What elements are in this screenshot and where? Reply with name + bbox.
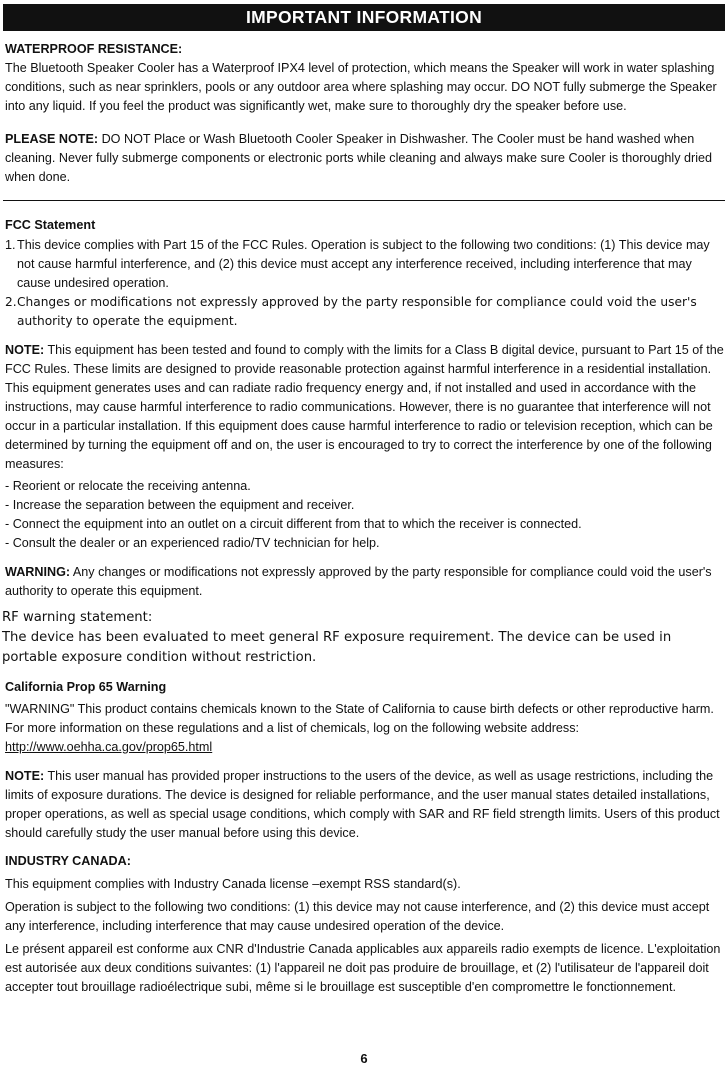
measure-item: - Consult the dealer or an experienced radio/TV technician for help. <box>5 536 380 550</box>
prop65-heading: California Prop 65 Warning <box>5 680 167 694</box>
measure-item: - Increase the separation between the equipment and receiver. <box>5 498 355 512</box>
measure-item: - Connect the equipment into an outlet on a circuit different from that to which the receiver is connected. <box>5 517 582 531</box>
please-note-label: PLEASE NOTE: <box>5 132 99 146</box>
fcc-condition-text: This device complies with Part 15 of the FCC Rules. Operation is subject to the following two conditions: (1) This device may not cause harmful interference, and (2) this device must accept any interference received, including interference that may cause undesired operation. <box>17 238 710 290</box>
waterproof-paragraph <box>5 40 724 116</box>
please-note-paragraph <box>5 130 724 187</box>
fcc-condition-item <box>5 236 724 293</box>
rf-warning-heading: RF warning statement: <box>2 610 153 625</box>
waterproof-heading: WATERPROOF RESISTANCE: <box>5 42 183 56</box>
fcc-warning-label: WARNING: <box>5 565 71 579</box>
fcc-warning-text: Any changes or modifications not expressly approved by the party responsible for compliance could void the user's authority to operate this equipment. <box>5 565 712 598</box>
fcc-heading: FCC Statement <box>5 218 96 232</box>
fcc-condition-number: 1. <box>5 238 16 252</box>
prop65-website-link[interactable]: http://www.oehha.ca.gov/prop65.html <box>5 740 213 754</box>
interference-measures-list <box>5 477 724 553</box>
waterproof-text: The Bluetooth Speaker Cooler has a Waterproof IPX4 level of protection, which means the Speaker will work in water splashing conditions, such as near sprinklers, pools or any outdoor area where splashing may occur. DO NOT fully submerge the Speaker into any liquid. If you feel the product was significantly wet, make sure to thoroughly dry the speaker before use. <box>5 61 717 113</box>
rf-warning-section <box>2 608 724 668</box>
page-number: 6 <box>360 1051 368 1066</box>
prop65-section <box>5 678 724 757</box>
industry-canada-section <box>5 852 724 997</box>
prop65-text: "WARNING" This product contains chemicals known to the State of California to cause birth defects or other reproductive harm. For more information on these regulations and a list of chemicals, log on the following website address: <box>5 702 714 735</box>
waterproof-section <box>5 40 724 116</box>
page-title-bar <box>3 4 725 31</box>
manual-note-text: This user manual has provided proper instructions to the users of the device, as well as usage restrictions, including the limits of exposure durations. The device is designed for reliable performance, and the user manual states detailed installations, proper operations, as well as special usage conditions, which comply with SAR and RF field strength limits. Users of this product should carefully study the user manual before using this device. <box>5 769 720 840</box>
manual-note-paragraph <box>5 767 724 843</box>
fcc-note-paragraph <box>5 341 724 474</box>
fcc-note-label: NOTE: <box>5 343 45 357</box>
industry-canada-heading: INDUSTRY CANADA: <box>5 854 131 868</box>
industry-canada-compliance: This equipment complies with Industry Canada license –exempt RSS standard(s). <box>5 877 461 891</box>
fcc-condition-item <box>5 293 724 331</box>
fcc-warning-paragraph <box>5 563 724 601</box>
please-note-text: DO NOT Place or Wash Bluetooth Cooler Speaker in Dishwasher. The Cooler must be hand washed when cleaning. Never fully submerge components or electronic ports while cleaning and always make sure Cooler is thoroughly dried when done. <box>5 132 713 184</box>
fcc-condition-number: 2. <box>5 295 17 309</box>
please-note-section <box>5 130 724 187</box>
measure-item: - Reorient or relocate the receiving antenna. <box>5 479 251 493</box>
fcc-condition-text: Changes or modifications not expressly approved by the party responsible for compliance could void the user's authority to operate the equipment. <box>17 295 697 328</box>
page-title: IMPORTANT INFORMATION <box>245 7 483 27</box>
industry-canada-french-text: Le présent appareil est conforme aux CNR d'Industrie Canada applicables aux appareils radio exempts de licence. L'exploitation est autorisée aux deux conditions suivantes: (1) l'appareil ne doit pas produire de brouillage, et (2) l'utilisateur de l'appareil doit accepter tout brouillage radioélectrique subi, même si le brouillage est susceptible d'en compromettre le fonctionnement. <box>5 942 721 994</box>
section-divider <box>3 200 725 201</box>
fcc-note-text: This equipment has been tested and found to comply with the limits for a Class B digital device, pursuant to Part 15 of the FCC Rules. These limits are designed to provide reasonable protection against harmful interference in a residential installation. This equipment generates uses and can radiate radio frequency energy and, if not installed and used in accordance with the instructions, may cause harmful interference to radio communications. However, there is no guarantee that interference will not occur in a particular installation. If this equipment does cause harmful interference to radio or television reception, which can be determined by turning the equipment off and on, the user is encouraged to try to correct the interference by one of the following measures: <box>5 343 724 471</box>
manual-note-label: NOTE: <box>5 769 45 783</box>
manual-note-section <box>5 767 724 843</box>
rf-warning-text: The device has been evaluated to meet general RF exposure requirement. The device can be used in portable exposure condition without restriction. <box>2 630 672 665</box>
fcc-section <box>5 216 724 601</box>
fcc-conditions-list <box>5 236 724 331</box>
prop65-paragraph <box>5 700 724 757</box>
industry-canada-conditions: Operation is subject to the following two conditions: (1) this device may not cause interference, and (2) this device must accept any interference, including interference that may cause undesired operation of the device. <box>5 900 710 933</box>
